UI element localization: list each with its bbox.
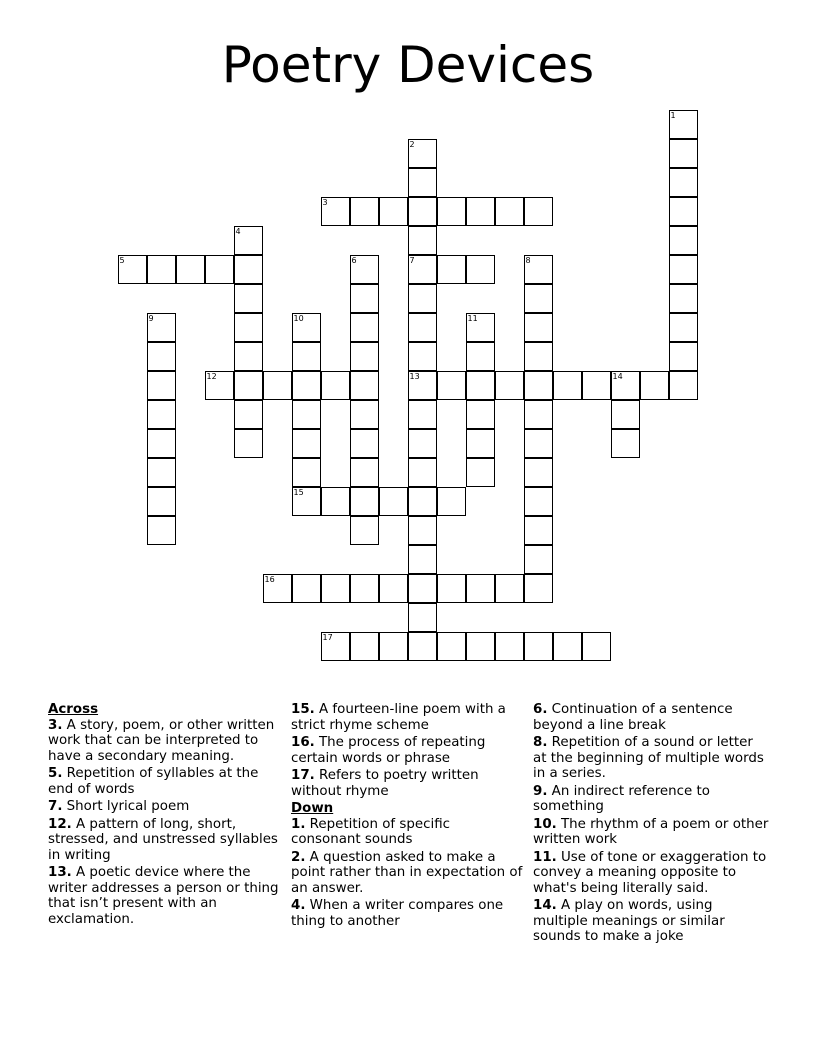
clue-across-3: 3. A story, poem, or other written work that can be interpreted to have a secondary meaning. bbox=[48, 717, 275, 764]
crossword-cell[interactable] bbox=[408, 603, 437, 632]
crossword-cell[interactable] bbox=[466, 458, 495, 487]
clue-column-2 bbox=[291, 702, 523, 931]
crossword-cell[interactable] bbox=[350, 632, 379, 661]
crossword-cell[interactable] bbox=[495, 371, 524, 400]
clue-down-11: 11. Use of tone or exaggeration to convey a meaning opposite to what's being literally said. bbox=[533, 849, 767, 896]
crossword-cell[interactable] bbox=[669, 313, 698, 342]
clue-number: 7 bbox=[409, 255, 415, 265]
clue-number: 1 bbox=[670, 110, 676, 120]
clue-down-4: 4. When a writer compares one thing to another bbox=[291, 898, 504, 929]
crossword-cell[interactable] bbox=[408, 487, 437, 516]
crossword-cell[interactable] bbox=[350, 429, 379, 458]
crossword-cell[interactable] bbox=[321, 487, 350, 516]
crossword-cell[interactable] bbox=[524, 429, 553, 458]
crossword-cell[interactable] bbox=[669, 226, 698, 255]
crossword-cell[interactable] bbox=[669, 255, 698, 284]
crossword-cell[interactable] bbox=[466, 197, 495, 226]
crossword-cell[interactable] bbox=[234, 313, 263, 342]
crossword-cell[interactable] bbox=[669, 110, 698, 139]
crossword-cell[interactable] bbox=[524, 371, 553, 400]
clue-number: 5 bbox=[119, 255, 125, 265]
crossword-cell[interactable] bbox=[669, 284, 698, 313]
crossword-cell[interactable] bbox=[524, 255, 553, 284]
crossword-cell[interactable] bbox=[495, 632, 524, 661]
crossword-cell[interactable] bbox=[350, 574, 379, 603]
crossword-cell[interactable] bbox=[524, 458, 553, 487]
crossword-cell[interactable] bbox=[350, 255, 379, 284]
clue-number: 12 bbox=[206, 371, 217, 381]
crossword-cell[interactable] bbox=[408, 226, 437, 255]
crossword-cell[interactable] bbox=[669, 342, 698, 371]
clue-number: 2 bbox=[409, 139, 415, 149]
crossword-cell[interactable] bbox=[437, 371, 466, 400]
clue-down-9: 9. An indirect reference to something bbox=[533, 783, 710, 814]
clue-number: 3 bbox=[322, 197, 328, 207]
page-title: Poetry Devices bbox=[221, 36, 595, 94]
crossword-cell[interactable] bbox=[176, 255, 205, 284]
clue-down-2: 2. A question asked to make a point rather than in expectation of an answer. bbox=[291, 849, 523, 896]
crossword-cell[interactable] bbox=[466, 371, 495, 400]
crossword-cell[interactable] bbox=[292, 371, 321, 400]
crossword-cell[interactable] bbox=[292, 342, 321, 371]
clue-number: 4 bbox=[235, 226, 241, 236]
crossword-cell[interactable] bbox=[524, 400, 553, 429]
crossword-cell[interactable] bbox=[408, 284, 437, 313]
clue-number: 14 bbox=[612, 371, 623, 381]
crossword-cell[interactable] bbox=[147, 313, 176, 342]
clue-number: 10 bbox=[293, 313, 304, 323]
clue-number: 6 bbox=[351, 255, 357, 265]
clue-number: 17 bbox=[322, 632, 333, 642]
crossword-cell[interactable] bbox=[524, 574, 553, 603]
crossword-cell[interactable] bbox=[147, 255, 176, 284]
clue-down-10: 10. The rhythm of a poem or other written work bbox=[533, 816, 769, 847]
crossword-cell[interactable] bbox=[553, 632, 582, 661]
clue-across-12: 12. A pattern of long, short, stressed, and unstressed syllables in writing bbox=[48, 816, 278, 863]
crossword-cell[interactable] bbox=[350, 458, 379, 487]
crossword-cell[interactable] bbox=[379, 197, 408, 226]
clue-number: 8 bbox=[525, 255, 531, 265]
crossword-cell[interactable] bbox=[234, 255, 263, 284]
crossword-cell[interactable] bbox=[669, 197, 698, 226]
across-heading: Across bbox=[48, 702, 99, 717]
crossword-cell[interactable] bbox=[321, 371, 350, 400]
clue-across-5: 5. Repetition of syllables at the end of words bbox=[48, 766, 259, 797]
crossword-cell[interactable] bbox=[292, 313, 321, 342]
clue-down-6: 6. Continuation of a sentence beyond a line break bbox=[533, 702, 733, 733]
crossword-cell[interactable] bbox=[524, 284, 553, 313]
crossword-cell[interactable] bbox=[408, 632, 437, 661]
crossword-cell[interactable] bbox=[147, 487, 176, 516]
crossword-cell[interactable] bbox=[292, 574, 321, 603]
crossword-cell[interactable] bbox=[466, 400, 495, 429]
clue-number: 9 bbox=[148, 313, 154, 323]
crossword-cell[interactable] bbox=[524, 313, 553, 342]
clue-down-8: 8. Repetition of a sound or letter at the beginning of multiple words in a series. bbox=[533, 735, 764, 781]
crossword-cell[interactable] bbox=[408, 545, 437, 574]
crossword-cell[interactable] bbox=[408, 429, 437, 458]
crossword-cell[interactable] bbox=[495, 574, 524, 603]
crossword-cell[interactable] bbox=[234, 371, 263, 400]
crossword-cell[interactable] bbox=[147, 342, 176, 371]
crossword-cell[interactable] bbox=[611, 429, 640, 458]
crossword-cell[interactable] bbox=[437, 574, 466, 603]
crossword-cell[interactable] bbox=[466, 313, 495, 342]
down-heading: Down bbox=[291, 801, 334, 816]
crossword-cell[interactable] bbox=[408, 574, 437, 603]
crossword-cell[interactable] bbox=[147, 371, 176, 400]
clue-number: 11 bbox=[467, 313, 478, 323]
clue-across-15: 15. A fourteen-line poem with a strict rhyme scheme bbox=[291, 702, 506, 733]
clue-down-1: 1. Repetition of specific consonant sounds bbox=[291, 816, 450, 847]
crossword-cell[interactable] bbox=[350, 487, 379, 516]
clue-across-13: 13. A poetic device where the writer addresses a person or thing that isn’t present with an exclamation. bbox=[48, 865, 279, 927]
crossword-cell[interactable] bbox=[524, 197, 553, 226]
crossword-cell[interactable] bbox=[408, 313, 437, 342]
clue-across-17: 17. Refers to poetry written without rhyme bbox=[291, 768, 479, 799]
crossword-cell[interactable] bbox=[553, 371, 582, 400]
crossword-cell[interactable] bbox=[234, 226, 263, 255]
crossword-cell[interactable] bbox=[611, 371, 640, 400]
crossword-cell[interactable] bbox=[408, 371, 437, 400]
crossword-cell[interactable] bbox=[437, 255, 466, 284]
crossword-cell[interactable] bbox=[321, 632, 350, 661]
crossword-cell[interactable] bbox=[147, 400, 176, 429]
crossword-cell[interactable] bbox=[147, 516, 176, 545]
crossword-cell[interactable] bbox=[205, 371, 234, 400]
crossword-cell[interactable] bbox=[524, 632, 553, 661]
crossword-cell[interactable] bbox=[524, 545, 553, 574]
crossword-cell[interactable] bbox=[408, 342, 437, 371]
crossword-cell[interactable] bbox=[611, 400, 640, 429]
crossword-cell[interactable] bbox=[582, 371, 611, 400]
crossword-cell[interactable] bbox=[292, 429, 321, 458]
crossword-cell[interactable] bbox=[147, 458, 176, 487]
crossword-cell[interactable] bbox=[437, 632, 466, 661]
crossword-cell[interactable] bbox=[495, 197, 524, 226]
crossword-cell[interactable] bbox=[234, 400, 263, 429]
crossword-cell[interactable] bbox=[466, 255, 495, 284]
crossword-cell[interactable] bbox=[582, 632, 611, 661]
crossword-cell[interactable] bbox=[524, 487, 553, 516]
crossword-cell[interactable] bbox=[205, 255, 234, 284]
clue-across-16: 16. The process of repeating certain words or phrase bbox=[291, 735, 486, 766]
crossword-cell[interactable] bbox=[466, 342, 495, 371]
crossword-cell[interactable] bbox=[669, 371, 698, 400]
crossword-cell[interactable] bbox=[350, 313, 379, 342]
crossword-cell[interactable] bbox=[350, 371, 379, 400]
crossword-cell[interactable] bbox=[379, 487, 408, 516]
crossword-cell[interactable] bbox=[408, 516, 437, 545]
crossword-cell[interactable] bbox=[292, 400, 321, 429]
crossword-cell[interactable] bbox=[524, 516, 553, 545]
crossword-cell[interactable] bbox=[147, 429, 176, 458]
crossword-cell[interactable] bbox=[350, 342, 379, 371]
crossword-cell[interactable] bbox=[437, 197, 466, 226]
crossword-cell[interactable] bbox=[379, 574, 408, 603]
crossword-cell[interactable] bbox=[466, 574, 495, 603]
crossword-cell[interactable] bbox=[263, 574, 292, 603]
clue-number: 13 bbox=[409, 371, 420, 381]
crossword-cell[interactable] bbox=[234, 284, 263, 313]
crossword-cell[interactable] bbox=[669, 139, 698, 168]
crossword-cell[interactable] bbox=[379, 632, 408, 661]
crossword-cell[interactable] bbox=[408, 197, 437, 226]
clue-column-1 bbox=[48, 702, 280, 929]
crossword-cell[interactable] bbox=[234, 342, 263, 371]
crossword-cell[interactable] bbox=[408, 255, 437, 284]
clue-column-3 bbox=[533, 702, 769, 947]
crossword-cell[interactable] bbox=[408, 458, 437, 487]
crossword-cell[interactable] bbox=[234, 429, 263, 458]
crossword-cell[interactable] bbox=[408, 168, 437, 197]
clue-number: 15 bbox=[293, 487, 304, 497]
crossword-cell[interactable] bbox=[466, 632, 495, 661]
crossword-cell[interactable] bbox=[640, 371, 669, 400]
crossword-cell[interactable] bbox=[408, 139, 437, 168]
crossword-cell[interactable] bbox=[437, 487, 466, 516]
crossword-cell[interactable] bbox=[350, 197, 379, 226]
crossword-cell[interactable] bbox=[321, 197, 350, 226]
crossword-cell[interactable] bbox=[408, 400, 437, 429]
crossword-cell[interactable] bbox=[263, 371, 292, 400]
crossword-cell[interactable] bbox=[321, 574, 350, 603]
crossword-cell[interactable] bbox=[669, 168, 698, 197]
crossword-cell[interactable] bbox=[350, 516, 379, 545]
crossword-cell[interactable] bbox=[292, 458, 321, 487]
crossword-cell[interactable] bbox=[524, 342, 553, 371]
clue-number: 16 bbox=[264, 574, 275, 584]
crossword-cell[interactable] bbox=[350, 284, 379, 313]
crossword-cell[interactable] bbox=[292, 487, 321, 516]
crossword-cell[interactable] bbox=[118, 255, 147, 284]
clue-across-7: 7. Short lyrical poem bbox=[48, 799, 190, 814]
clue-down-14: 14. A play on words, using multiple meanings or similar sounds to make a joke bbox=[533, 898, 725, 944]
crossword-cell[interactable] bbox=[350, 400, 379, 429]
crossword-cell[interactable] bbox=[466, 429, 495, 458]
